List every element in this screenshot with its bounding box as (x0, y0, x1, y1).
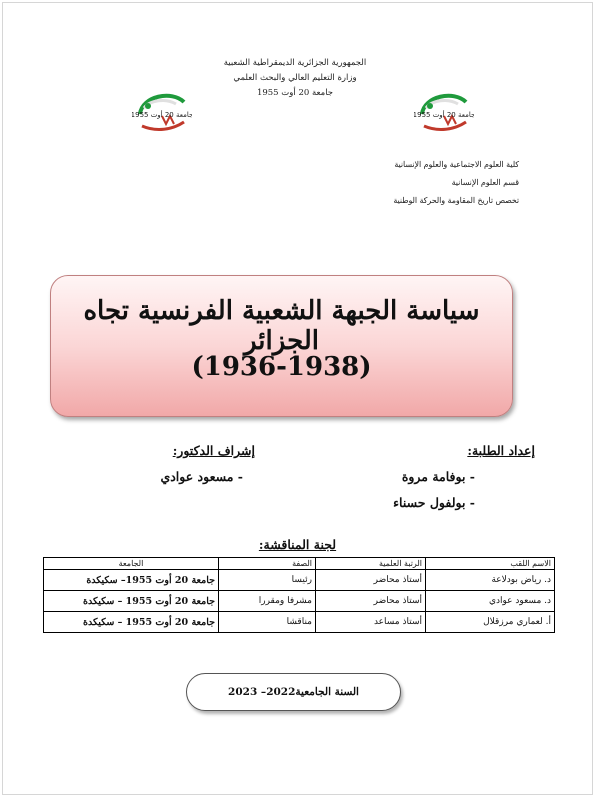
member-university: جامعة 20 أوت 1955 – سكيكدة (44, 591, 219, 612)
committee-table (43, 557, 555, 633)
ministry-header (160, 56, 430, 101)
column-header: الرتبة العلمية (316, 558, 426, 570)
member-role: مشرفا ومقررا (219, 591, 316, 612)
member-name: د. رياض بودلاعة (426, 570, 555, 591)
column-header: الصفة (219, 558, 316, 570)
table-header-row (44, 558, 555, 570)
table-row (44, 570, 555, 591)
ministry-line: وزارة التعليم العالي والبحث العلمي (233, 73, 357, 83)
member-rank: أستاذ مساعد (316, 612, 426, 633)
university-line: جامعة 20 أوت 1955 (256, 88, 334, 98)
supervisor-heading: إشراف الدكتور: (172, 443, 255, 458)
faculty-line: كلية العلوم الاجتماعية والعلوم الإنسانية (394, 160, 519, 169)
students-heading: إعداد الطلبة: (467, 443, 535, 458)
member-name: أ. لعماري مرزقلال (426, 612, 555, 633)
member-university: جامعة 20 أوت 1955– سكيكدة (44, 570, 219, 591)
thesis-title-box (50, 275, 513, 417)
member-rank: أستاذ محاضر (316, 591, 426, 612)
specialty-line: تخصص تاريخ المقاومة والحركة الوطنية (393, 196, 519, 205)
academic-year-box (186, 673, 401, 711)
column-header: الجامعة (44, 558, 219, 570)
supervisor-section (80, 438, 255, 490)
table-row (44, 591, 555, 612)
member-university: جامعة 20 أوت 1955 – سكيكدة (44, 612, 219, 633)
student-name: - بوفامة مروة (401, 469, 475, 484)
table-row (44, 612, 555, 633)
member-role: رئيسا (219, 570, 316, 591)
academic-year: السنة الجامعية2022– 2023 (228, 686, 359, 698)
student-name: - بولفول حسناء (393, 495, 475, 510)
member-name: د. مسعود عوادي (426, 591, 555, 612)
committee-heading: لجنة المناقشة: (258, 537, 337, 552)
member-rank: أستاذ محاضر (316, 570, 426, 591)
thesis-years: (1936-1938) (191, 352, 372, 382)
students-section (355, 438, 535, 516)
thesis-title: سياسة الجبهة الشعبية الفرنسية تجاه الجزائر (83, 296, 480, 356)
member-role: مناقشا (219, 612, 316, 633)
supervisor-name: - مسعود عوادي (160, 469, 243, 484)
column-header: الاسم اللقب (426, 558, 555, 570)
department-line: قسم العلوم الإنسانية (451, 178, 519, 187)
university-logo-left (132, 86, 192, 136)
logo-text: جامعة 20 أوت 1955 (132, 111, 192, 119)
faculty-info (269, 156, 519, 210)
republic-line: الجمهورية الجزائرية الديمقراطية الشعبية (223, 58, 367, 68)
university-logo-right (414, 86, 474, 136)
logo-text: جامعة 20 أوت 1955 (414, 111, 474, 119)
